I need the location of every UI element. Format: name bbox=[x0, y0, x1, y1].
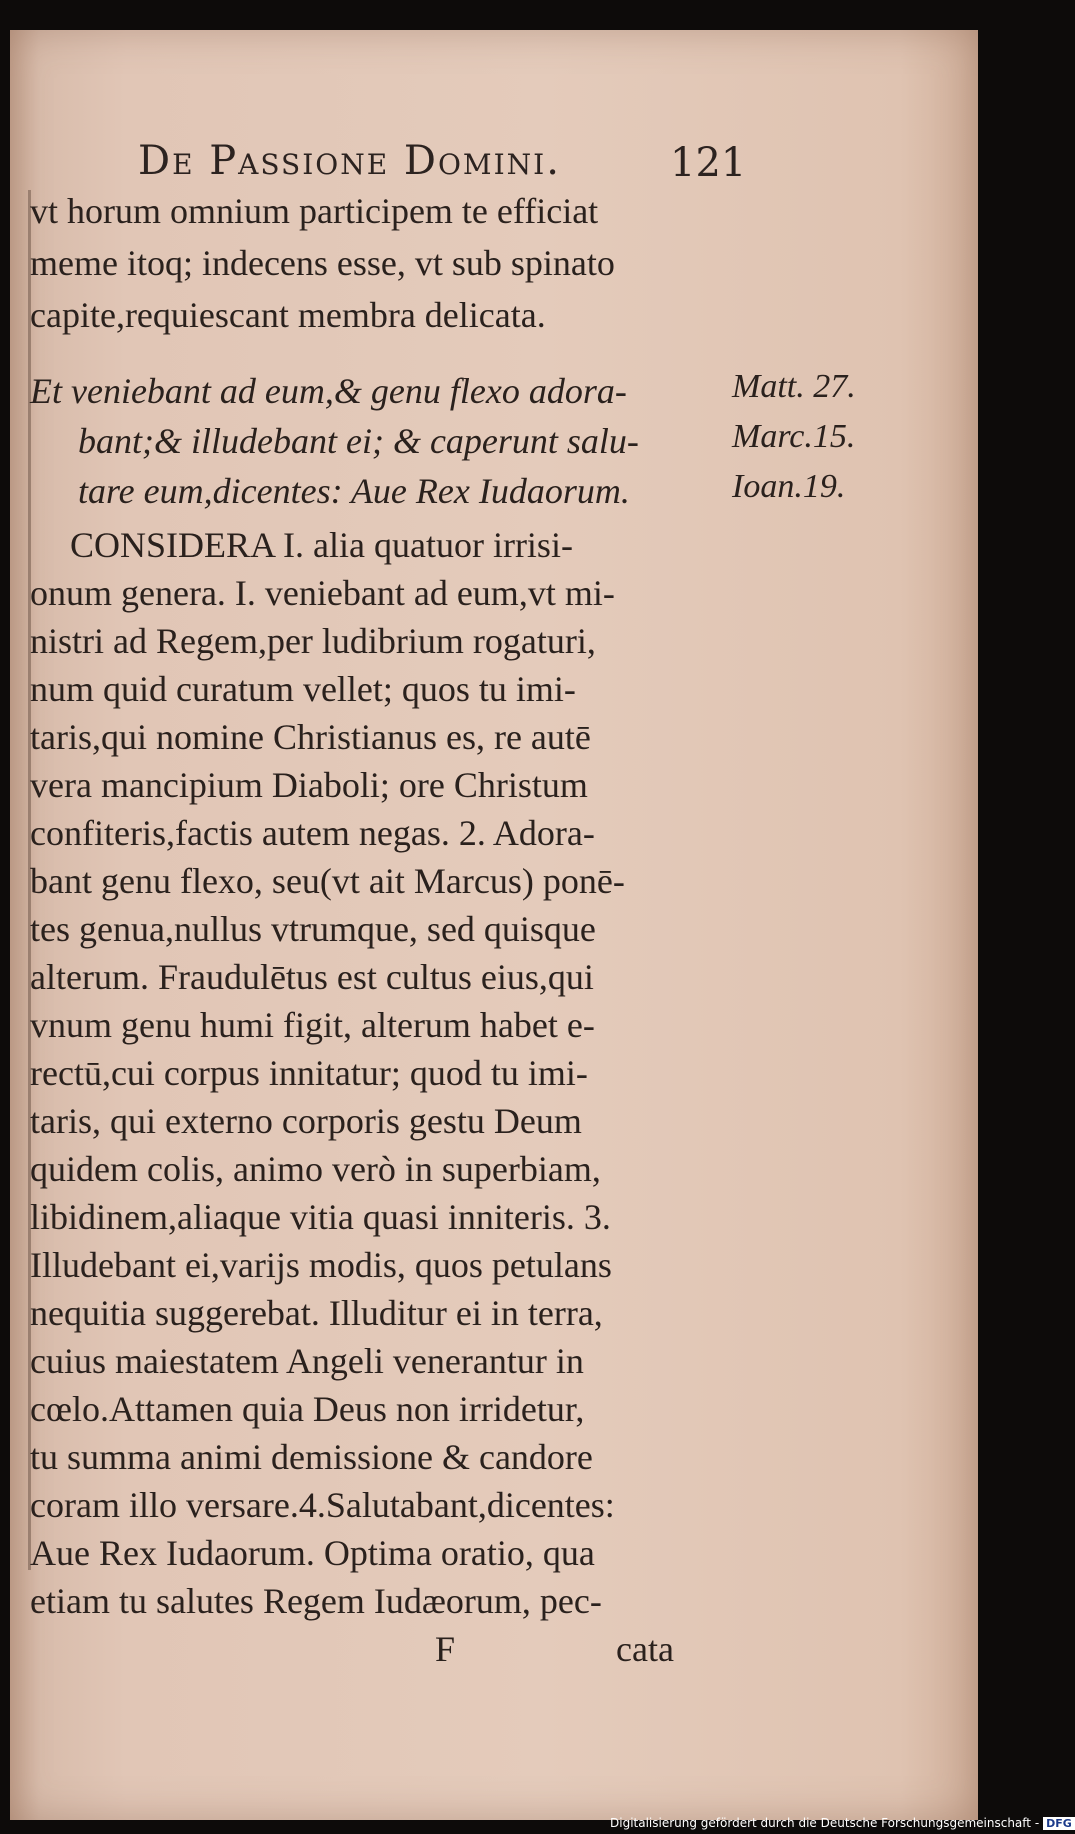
text-line: alterum. Fraudulētus est cultus eius,qui bbox=[30, 957, 594, 997]
text-line: Aue Rex Iudaorum. Optima oratio, qua bbox=[30, 1533, 595, 1573]
book-page bbox=[10, 30, 978, 1820]
text-line: vt horum omnium participem te efficiat bbox=[30, 191, 599, 231]
text-line: tes genua,nullus vtrumque, sed quisque bbox=[30, 909, 596, 949]
text-line: taris, qui externo corporis gestu Deum bbox=[30, 1101, 582, 1141]
text-line: etiam tu salutes Regem Iudæorum, pec- bbox=[30, 1581, 602, 1621]
text-line: capite,requiescant membra delicata. bbox=[30, 295, 546, 335]
text-line: cuius maiestatem Angeli venerantur in bbox=[30, 1341, 584, 1381]
running-header: De Passione Domini. bbox=[138, 138, 561, 184]
text-line: Illudebant ei,varijs modis, quos petulans bbox=[30, 1245, 612, 1285]
page-number: 121 bbox=[670, 140, 747, 186]
signature-mark: F bbox=[435, 1629, 456, 1669]
text-line: libidinem,aliaque vitia quasi inniteris. 3. bbox=[30, 1197, 611, 1237]
text-line: nequitia suggerebat. Illuditur ei in terra, bbox=[30, 1293, 603, 1333]
text-line: coram illo versare.4.Salutabant,dicentes: bbox=[30, 1485, 615, 1525]
text-line: num quid curatum vellet; quos tu imi- bbox=[30, 669, 576, 709]
scripture-line: Et veniebant ad eum,& genu flexo adora- bbox=[30, 371, 627, 411]
margin-reference: Matt. 27. bbox=[732, 368, 856, 405]
text-line: quidem colis, animo verò in superbiam, bbox=[30, 1149, 601, 1189]
text-line: meme itoq; indecens esse, vt sub spinato bbox=[30, 243, 615, 283]
margin-reference: Marc.15. bbox=[732, 418, 856, 455]
scripture-line: tare eum,dicentes: Aue Rex Iudaorum. bbox=[78, 471, 630, 511]
catchword: cata bbox=[616, 1629, 674, 1669]
scripture-line: bant;& illudebant ei; & caperunt salu- bbox=[78, 421, 639, 461]
digitization-credit bbox=[610, 1816, 1075, 1830]
text-line: vera mancipium Diaboli; ore Christum bbox=[30, 765, 588, 805]
text-line: tu summa animi demissione & candore bbox=[30, 1437, 593, 1477]
text-line: confiteris,factis autem negas. 2. Adora- bbox=[30, 813, 595, 853]
text-line: vnum genu humi figit, alterum habet e- bbox=[30, 1005, 595, 1045]
text-line: CONSIDERA I. alia quatuor irrisi- bbox=[70, 525, 573, 565]
text-line: rectū,cui corpus innitatur; quod tu imi- bbox=[30, 1053, 588, 1093]
text-line: bant genu flexo, seu(vt ait Marcus) ponē- bbox=[30, 861, 625, 901]
dfg-logo-icon: DFG bbox=[1043, 1817, 1075, 1830]
text-line: cœlo.Attamen quia Deus non irridetur, bbox=[30, 1389, 585, 1429]
text-line: nistri ad Regem,per ludibrium rogaturi, bbox=[30, 621, 596, 661]
text-line: onum genera. I. veniebant ad eum,vt mi- bbox=[30, 573, 615, 613]
margin-reference: Ioan.19. bbox=[732, 468, 846, 505]
text-line: taris,qui nomine Christianus es, re autē bbox=[30, 717, 591, 757]
credit-text: Digitalisierung gefördert durch die Deutsche Forschungsgemeinschaft - bbox=[610, 1816, 1040, 1830]
